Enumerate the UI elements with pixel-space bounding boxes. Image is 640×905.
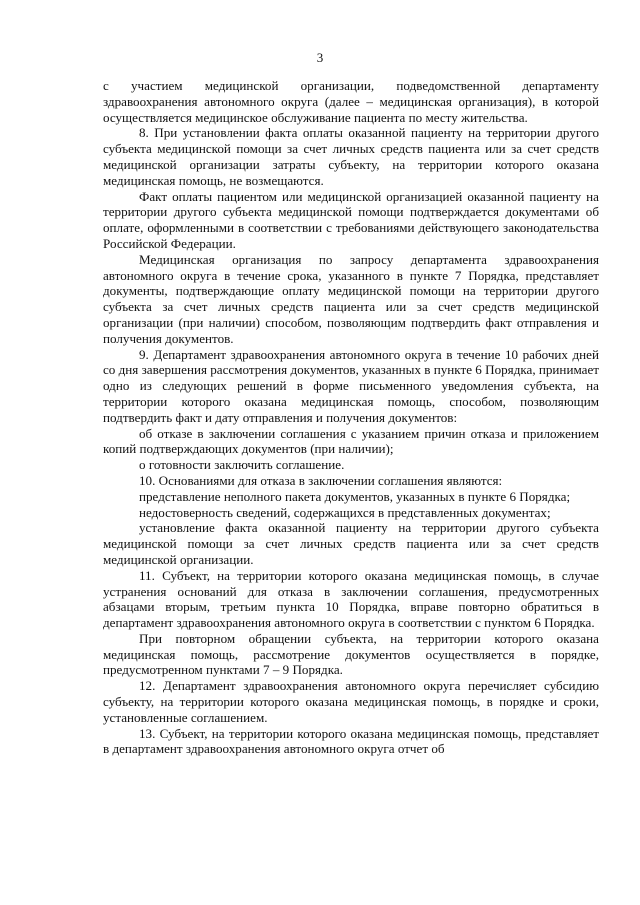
paragraph-payment-established: установление факта оказанной пациенту на территории другого субъекта медицинской помощи за счет личных средств пациента или за счет средств медицинской организации. xyxy=(103,520,599,567)
paragraph-medical-organization: Медицинская организация по запросу департамента здравоохранения автономного округа в течение срока, указанного в пункте 7 Порядка, представляет документы, подтверждающие оплату медицинской помощи на территории другого субъекта за счет личных средств пациента или за счет средств медицинской организации (при наличии) способом, позволяющим подтвердить факт отправления и получения документов. xyxy=(103,251,599,346)
paragraph-payment-fact: Факт оплаты пациентом или медицинской организацией оказанной пациенту на территории другого субъекта медицинской помощи подтверждается документами об оплате, оформленными в соответствии с требованиями действующего законодательства Российской Федерации. xyxy=(103,188,599,251)
paragraph-readiness-decision: о готовности заключить соглашение. xyxy=(139,457,345,473)
paragraph-item-12: 12. Департамент здравоохранения автономного округа перечисляет субсидию субъекту, на территории которого оказана медицинская помощь, в порядке и сроки, установленные соглашением. xyxy=(103,678,599,725)
paragraph-item-13: 13. Субъект, на территории которого оказана медицинская помощь, представляет в департамент здравоохранения автономного округа отчет об xyxy=(103,725,599,757)
paragraph-item-9: 9. Департамент здравоохранения автономного округа в течение 10 рабочих дней со дня завершения рассмотрения документов, указанных в пункте 6 Порядка, принимает одно из следующих решений в форме письменного уведомления субъекта, на территории которого оказана медицинская помощь, способом, позволяющим подтвердить факт и дату отправления и получения документов: xyxy=(103,346,599,425)
paragraph-item-11: 11. Субъект, на территории которого оказана медицинская помощь, в случае устранения оснований для отказа в заключении соглашения, предусмотренных абзацами вторым, третьим пункта 10 Порядка, вправе повторно обратиться в департамент здравоохранения автономного округа в соответствии с пунктом 6 Порядка. xyxy=(103,567,599,631)
paragraph-refusal-decision: об отказе в заключении соглашения с указанием причин отказа и приложением копий подтверждающих документов (при наличии); xyxy=(103,425,599,457)
paragraph-incomplete-package: представление неполного пакета документов, указанных в пункте 6 Порядка; xyxy=(139,488,571,504)
page-number: 3 xyxy=(316,50,324,65)
paragraph-item-10: 10. Основаниями для отказа в заключении соглашения являются: xyxy=(139,472,503,488)
paragraph-continuation: с участием медицинской организации, подведомственной департаменту здравоохранения автономного округа (далее – медицинская организация), в которой осуществляется медицинское обслуживание пациента по месту жительства. xyxy=(103,78,599,125)
paragraph-item-8: 8. При установлении факта оплаты оказанной пациенту на территории другого субъекта медицинской помощи за счет личных средств пациента или за счет средств медицинской организации затраты субъекту, на территории которого оказана медицинская помощь, не возмещаются. xyxy=(103,125,599,188)
document-body xyxy=(103,78,599,757)
paragraph-repeated-appeal: При повторном обращении субъекта, на территории которого оказана медицинская помощь, рассмотрение документов осуществляется в порядке, предусмотренном пунктами 7 – 9 Порядка. xyxy=(103,630,599,678)
paragraph-unreliable-info: недостоверность сведений, содержащихся в представленных документах; xyxy=(139,504,551,520)
